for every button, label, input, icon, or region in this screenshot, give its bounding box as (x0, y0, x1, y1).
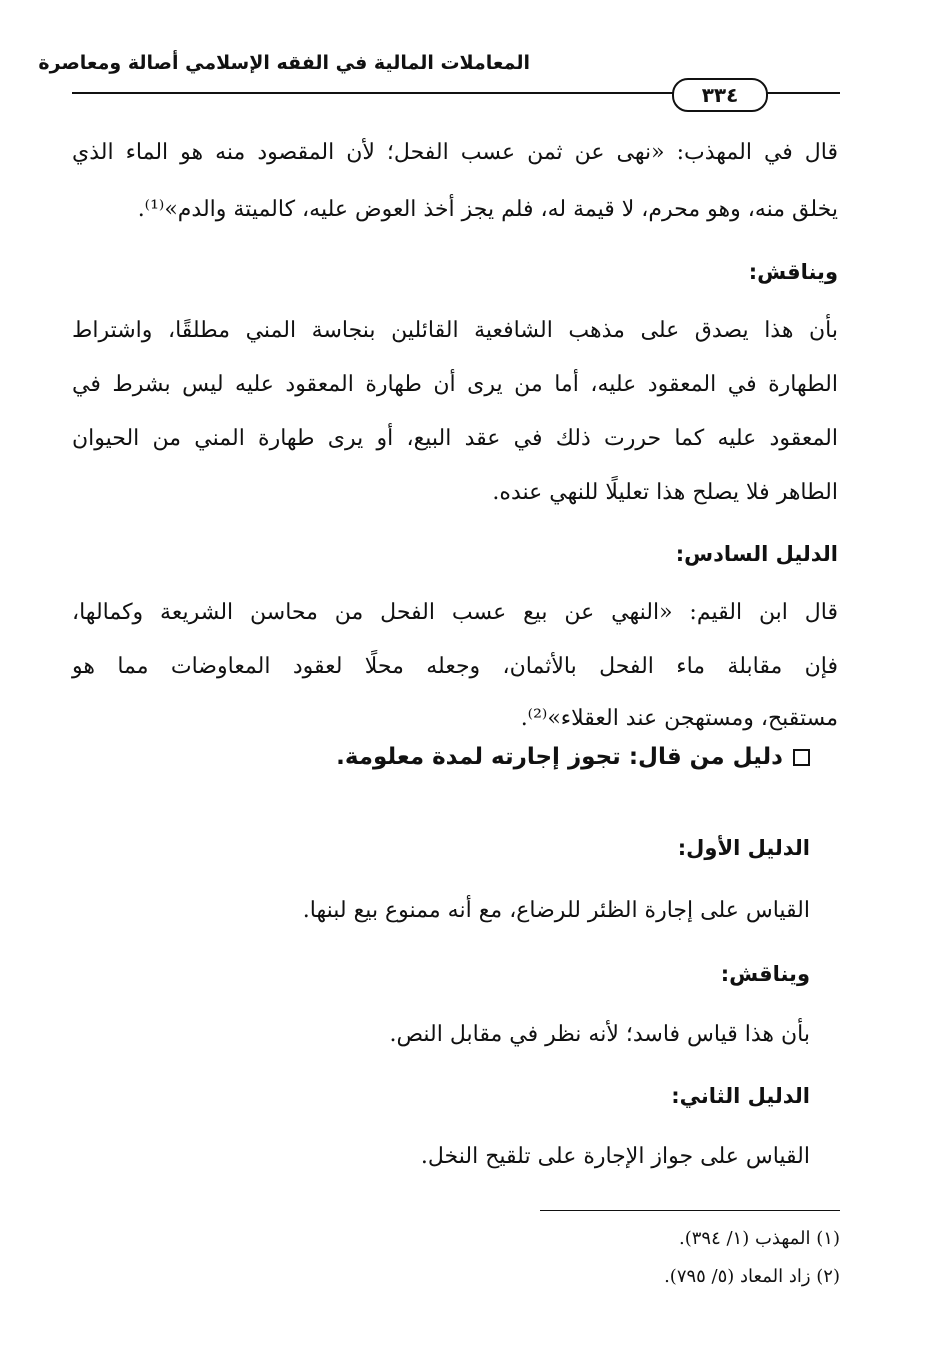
main-heading (250, 744, 810, 770)
running-title: المعاملات المالية في الفقه الإسلامي أصالة ومعاصرة (38, 52, 530, 74)
paragraph-line: بأن هذا يصدق على مذهب الشافعية القائلين بنجاسة المني مطلقًا، واشتراط (72, 318, 838, 343)
paragraph-line: بأن هذا قياس فاسد؛ لأنه نظر في مقابل النص. (389, 1022, 810, 1047)
footnote-rule (540, 1210, 840, 1211)
page-number: ٣٣٤ (672, 78, 768, 112)
paragraph-line: الطهارة في المعقود عليه، أما من يرى أن طهارة المعقود عليه ليس بشرط في (72, 372, 838, 397)
paragraph-line: الطاهر فلا يصلح هذا تعليلًا للنهي عنده. (492, 480, 838, 505)
paragraph-line: المعقود عليه كما حررت ذلك في عقد البيع، أو يرى طهارة المني من الحيوان (72, 426, 838, 451)
section-heading: ويناقش: (720, 962, 810, 986)
footnote: (٢) زاد المعاد (٥/ ٧٩٥). (664, 1266, 840, 1287)
main-heading-text: دليل من قال: تجوز إجارته لمدة معلومة. (336, 744, 783, 770)
paragraph-line: مستقبح، ومستهجن عند العقلاء»⁽²⁾. (520, 706, 838, 731)
section-heading: الدليل السادس: (675, 542, 838, 566)
section-heading: ويناقش: (748, 260, 838, 284)
paragraph-line: يخلق منه، وهو محرم، لا قيمة له، فلم يجز أخذ العوض عليه، كالميتة والدم»⁽¹⁾. (137, 197, 838, 222)
paragraph-line: فإن مقابلة ماء الفحل بالأثمان، وجعله محلًا لعقود المعاوضات مما هو (72, 654, 838, 679)
section-heading: الدليل الأول: (677, 836, 810, 860)
square-bullet-icon (793, 749, 810, 766)
footnote: (١) المهذب (١/ ٣٩٤). (678, 1228, 840, 1249)
section-heading: الدليل الثاني: (671, 1084, 810, 1108)
paragraph-line: القياس على إجارة الظئر للرضاع، مع أنه ممنوع بيع لبنها. (302, 898, 810, 923)
paragraph-line: القياس على جواز الإجارة على تلقيح النخل. (420, 1144, 810, 1169)
paragraph-line: قال في المهذب: «نهى عن ثمن عسب الفحل؛ لأن المقصود منه هو الماء الذي (72, 140, 838, 165)
paragraph-line: قال ابن القيم: «النهي عن بيع عسب الفحل من محاسن الشريعة وكمالها، (72, 600, 838, 625)
